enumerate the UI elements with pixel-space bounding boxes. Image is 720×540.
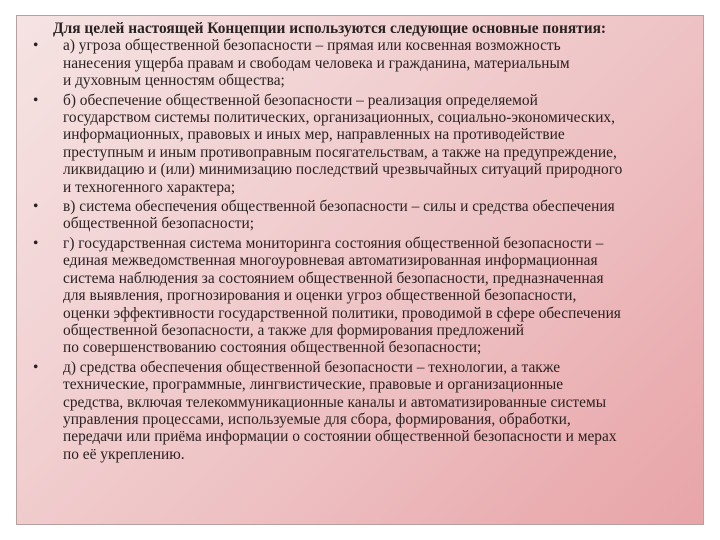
list-item-line: технические, программные, лингвистические, правовые и организационные [63,376,564,394]
bullet-icon: • [33,198,39,216]
list-item-line: средства, включая телекоммуникационные каналы и автоматизированные системы [63,393,607,411]
list-item [23,37,713,89]
list-item-line: единая межведомственная многоуровневая автоматизированная информационная [63,252,598,270]
bullet-icon: • [33,234,39,252]
list-item-line: д) средства обеспечения общественной безопасности – технологии, а также [63,358,561,376]
list-item-line: и техногенного характера; [63,178,236,196]
list-item-line: общественной безопасности; [63,215,255,233]
list-item-line: нанесения ущерба правам и свободам человека и гражданина, материальным [63,54,570,72]
list-item-line: ликвидацию и (или) минимизацию последствий чрезвычайных ситуаций природного [63,161,623,179]
list-item-line: общественной безопасности, а также для формирования предложений [63,321,525,339]
bullet-icon: • [33,91,39,109]
list-item [23,198,713,233]
list-item-line: а) угроза общественной безопасности – прямая или косвенная возможность [63,37,561,55]
list-item-line: в) система обеспечения общественной безопасности – силы и средства обеспечения [63,198,615,216]
list-item-line: по совершенствованию состояния общественной безопасности; [63,339,482,357]
list-item-line: преступным и иным противоправным посягательствам, а также на предупреждение, [63,143,617,161]
list-item-line: управления процессами, используемые для сбора, формирования, обработки, [63,410,571,428]
list-item-line: для выявления, прогнозирования и оценки угроз общественной безопасности, [63,287,577,305]
bullet-icon: • [33,358,39,376]
list-item-line: г) государственная система мониторинга состояния общественной безопасности – [63,234,604,252]
list-item-line: передачи или приёма информации о состоянии общественной безопасности и мерах [63,428,617,446]
intro-heading: Для целей настоящей Концепции используются следующие основные понятия: [53,20,607,37]
list-item [23,235,713,357]
list-item-line: государством системы политических, организационных, социально-экономических, [63,109,615,127]
content-panel [16,15,704,525]
list-item-line: система наблюдения за состоянием общественной безопасности, предназначенная [63,269,604,287]
definitions-list [23,37,713,463]
list-item-line: оценки эффективности государственной политики, проводимой в сфере обеспечения [63,304,621,322]
list-item-line: по её укреплению. [63,445,185,463]
list-item-line: и духовным ценностям общества; [63,72,285,90]
list-item-line: б) обеспечение общественной безопасности – реализация определяемой [63,91,538,109]
list-item [23,92,713,196]
bullet-icon: • [33,37,39,55]
list-item [23,359,713,463]
slide-text [23,20,713,465]
list-item-line: информационных, правовых и иных мер, направленных на противодействие [63,126,565,144]
